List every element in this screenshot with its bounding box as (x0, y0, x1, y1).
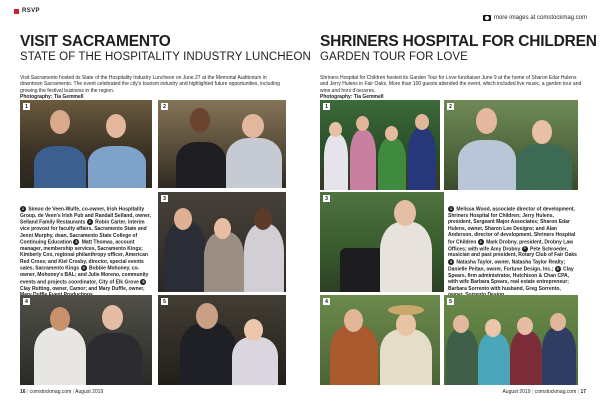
right-footer-date: August 2019 (502, 389, 531, 395)
left-footer-site: comstockmag.com (29, 389, 72, 395)
left-article-body (20, 75, 282, 101)
photo-number-badge: 3 (323, 195, 330, 202)
right-photo-2[interactable] (444, 100, 578, 190)
right-photographer-credit: Photography: Tia Gemmell (320, 94, 384, 101)
left-page-number: 16 (20, 389, 26, 395)
left-article-subtitle: STATE OF THE HOSPITALITY INDUSTRY LUNCHEON (20, 51, 311, 63)
right-photo-1[interactable] (320, 100, 440, 190)
right-page-number: 17 (580, 389, 586, 395)
left-footer-date: August 2019 (75, 389, 104, 395)
right-article-subtitle: GARDEN TOUR FOR LOVE (320, 51, 468, 63)
left-photographer-credit: Photography: Tia Gemmell (20, 94, 84, 101)
more-images-link[interactable] (483, 15, 587, 21)
section-label (14, 8, 40, 14)
left-photo-1[interactable] (20, 100, 152, 188)
photo-number-badge: 2 (447, 103, 454, 110)
left-photo-5[interactable] (158, 295, 286, 385)
photo-number-badge: 1 (23, 103, 30, 110)
left-article-title: VISIT SACRAMENTO (20, 33, 171, 50)
camera-icon (483, 15, 491, 21)
photo-number-badge: 4 (323, 298, 330, 305)
right-footer-site: comstockmag.com (534, 389, 577, 395)
right-photo-5[interactable] (444, 295, 578, 385)
caption-number: 2 (88, 219, 91, 225)
right-article-title: SHRINERS HOSPITAL FOR CHILDREN (320, 33, 597, 50)
photo-number-badge: 5 (161, 298, 168, 305)
left-photo-4[interactable] (20, 295, 152, 385)
caption-number: 4 (449, 258, 453, 264)
photo-number-badge: 4 (23, 298, 30, 305)
left-photo-captions: 1 Simon de Veen-Wulfe, co-owner, Irish Hospitality Group, de Veen's Irish Pub and Randall Selland, owner, Selland Family Restaurants 2 Robin Carter, interim vice provost for faculty affairs, Sacramento State and Jenni Murphy, dean, Sacramento State College of Continuing Education 3 Matt Thomas, account manager, membership services, Sacramento Kings; Kimberly Cox, regional philanthropy officer, American Red Cross; and Kiel Crosby, director, special events sales, Sacramento Kings 4 Bobbie Mohoney, co-owner, Mohoney's BAL; and Julie Moreno, community events and projects coordinator, City of Elk Grove 5 Clay Rutting, owner, Camor; and Mary Duffle, owner, (20, 205, 151, 292)
caption-number: 3 (75, 238, 78, 244)
right-article-body (320, 75, 582, 101)
right-footer: August 2019 | comstockmag.com | 17 (502, 389, 586, 395)
caption-number: 1 (449, 205, 453, 211)
photo-number-badge: 3 (161, 195, 168, 202)
caption-number: 5 (556, 265, 559, 271)
section-marker (14, 9, 19, 14)
caption-number: 5 (142, 278, 145, 284)
more-images-text: more images at comstockmag.com (493, 15, 587, 21)
right-photo-captions: 1 Melissa Wood, associate director of development, Shriners Hospital for Children; Jerry Hulens, president, Sergeant Major Associates; Sharon Edar Hulens, owner, Sharon Lee Designs; and Alan Anderson, director of development, Shriners Hospital for Children 2 Mark Drobny, president, Drobny Law Offices; with wife Amy Drobny 3 Pete Schroeder, musician and past president, Rotary Club of Fair Oaks 4 Natasha Taylor, owner, Natasha Taylor Realty; Danielle Peitan, owner, Fortune Design, Inc.; 5 Clay Spears, firm administrator, Hutchison & Chan CPA, with wife Barbara Spears, real estate entrepreneur; Barbara Sorrento with husband, Greg Sorrento, (448, 205, 577, 292)
section-label-text: RSVP (22, 8, 40, 14)
photo-number-badge: 1 (323, 103, 330, 110)
left-footer: 16 | comstockmag.com | August 2019 (20, 389, 104, 395)
caption-number: 2 (479, 238, 482, 244)
right-photo-4[interactable] (320, 295, 440, 385)
caption-number: 1 (21, 205, 25, 211)
left-photo-3[interactable] (158, 192, 286, 292)
left-photo-2[interactable] (158, 100, 286, 188)
left-body-text: Visit Sacramento hosted its State of the Hospitality Industry Luncheon on June 27 at the Memorial Auditorium in downtown Sacramento. The event celebrated the city's tourism industry and highlighted future opportunities, including growing the festival business in the region. (20, 75, 280, 94)
photo-number-badge: 5 (447, 298, 454, 305)
caption-number: 3 (523, 245, 526, 251)
photo-number-badge: 2 (161, 103, 168, 110)
caption-number: 4 (82, 265, 85, 271)
right-photo-3[interactable] (320, 192, 444, 292)
right-body-text: Shriners Hospital for Children hosted its Garden Tour for Love fundraiser June 9 at the home of Sharon Edar Hulens and Jerry Hulens in Fair Oaks. More than 100 guests attended the event, which included live music, a garden tour and wine and hors d'oeuvres. (320, 75, 582, 94)
